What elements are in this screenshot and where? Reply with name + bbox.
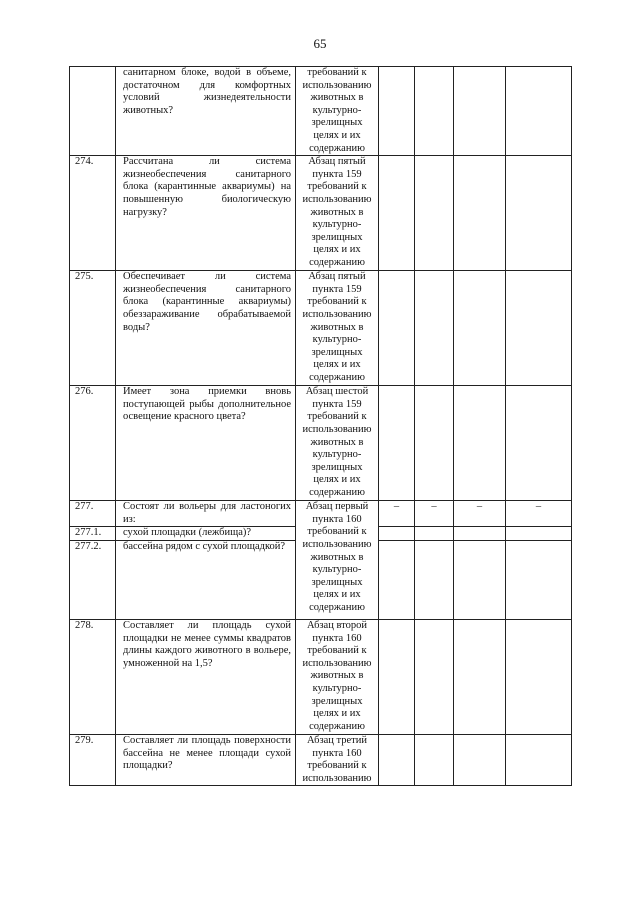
row-question: бассейна рядом с сухой площадкой?	[116, 540, 296, 619]
dash-cell: –	[454, 501, 506, 527]
checklist-table	[69, 66, 572, 786]
row-question: санитарном блоке, водой в объеме, достаточном для комфортных условий жизнедеятельности животных?	[116, 67, 296, 156]
answer-cell	[415, 734, 454, 785]
answer-cell	[415, 386, 454, 501]
answer-cell	[506, 619, 572, 734]
dash-cell: –	[379, 501, 415, 527]
row-question: сухой площадки (лежбища)?	[116, 527, 296, 541]
row-question: Составляет ли площадь поверхности бассейна не менее площади сухой площадки?	[116, 734, 296, 785]
row-number: 277.	[70, 501, 116, 527]
answer-cell	[454, 156, 506, 271]
dash-cell: –	[506, 501, 572, 527]
answer-cell	[454, 734, 506, 785]
table-row	[70, 734, 572, 785]
row-question: Состоят ли вольеры для ластоногих из:	[116, 501, 296, 527]
table-row	[70, 271, 572, 386]
answer-cell	[415, 67, 454, 156]
row-number: 278.	[70, 619, 116, 734]
answer-cell	[454, 527, 506, 541]
answer-cell	[506, 386, 572, 501]
row-number: 274.	[70, 156, 116, 271]
answer-cell	[415, 619, 454, 734]
row-reference: Абзац шестой пункта 159 требований к использованию животных в культурно-зрелищных целях и их содержанию	[296, 386, 379, 501]
table-row	[70, 67, 572, 156]
row-reference: Абзац первый пункта 160 требований к использованию животных в культурно-зрелищных целях и их содержанию	[296, 501, 379, 620]
table-row	[70, 386, 572, 501]
row-reference: требований к использованию животных в культурно-зрелищных целях и их содержанию	[296, 67, 379, 156]
answer-cell	[415, 527, 454, 541]
table-row	[70, 156, 572, 271]
answer-cell	[454, 271, 506, 386]
dash-cell: –	[415, 501, 454, 527]
row-question: Рассчитана ли система жизнеобеспечения санитарного блока (карантинные аквариумы) на повышенную биологическую нагрузку?	[116, 156, 296, 271]
row-question: Составляет ли площадь сухой площадки не менее суммы квадратов длины каждого животного в вольере, умноженной на 1,5?	[116, 619, 296, 734]
page-number: 65	[313, 36, 327, 51]
table-row	[70, 501, 572, 527]
answer-cell	[415, 271, 454, 386]
answer-cell	[379, 734, 415, 785]
row-reference: Абзац пятый пункта 159 требований к использованию животных в культурно-зрелищных целях и их содержанию	[296, 271, 379, 386]
row-reference: Абзац пятый пункта 159 требований к использованию животных в культурно-зрелищных целях и их содержанию	[296, 156, 379, 271]
answer-cell	[379, 619, 415, 734]
answer-cell	[379, 540, 415, 619]
answer-cell	[454, 619, 506, 734]
answer-cell	[506, 734, 572, 785]
answer-cell	[506, 527, 572, 541]
answer-cell	[506, 67, 572, 156]
answer-cell	[454, 540, 506, 619]
row-number: 277.1.	[70, 527, 116, 541]
row-number	[70, 67, 116, 156]
answer-cell	[415, 156, 454, 271]
row-number: 279.	[70, 734, 116, 785]
answer-cell	[506, 540, 572, 619]
row-number: 275.	[70, 271, 116, 386]
row-reference: Абзац второй пункта 160 требований к использованию животных в культурно-зрелищных целях и их содержанию	[296, 619, 379, 734]
answer-cell	[415, 540, 454, 619]
row-question: Обеспечивает ли система жизнеобеспечения санитарного блока (карантинные аквариумы) обеззараживание обрабатываемой воды?	[116, 271, 296, 386]
answer-cell	[379, 156, 415, 271]
answer-cell	[454, 67, 506, 156]
answer-cell	[379, 386, 415, 501]
row-number: 277.2.	[70, 540, 116, 619]
row-number: 276.	[70, 386, 116, 501]
row-reference: Абзац третий пункта 160 требований к использованию	[296, 734, 379, 785]
answer-cell	[506, 156, 572, 271]
table-row	[70, 619, 572, 734]
answer-cell	[379, 67, 415, 156]
answer-cell	[454, 386, 506, 501]
row-question: Имеет зона приемки вновь поступающей рыбы дополнительное освещение красного цвета?	[116, 386, 296, 501]
answer-cell	[506, 271, 572, 386]
answer-cell	[379, 527, 415, 541]
answer-cell	[379, 271, 415, 386]
